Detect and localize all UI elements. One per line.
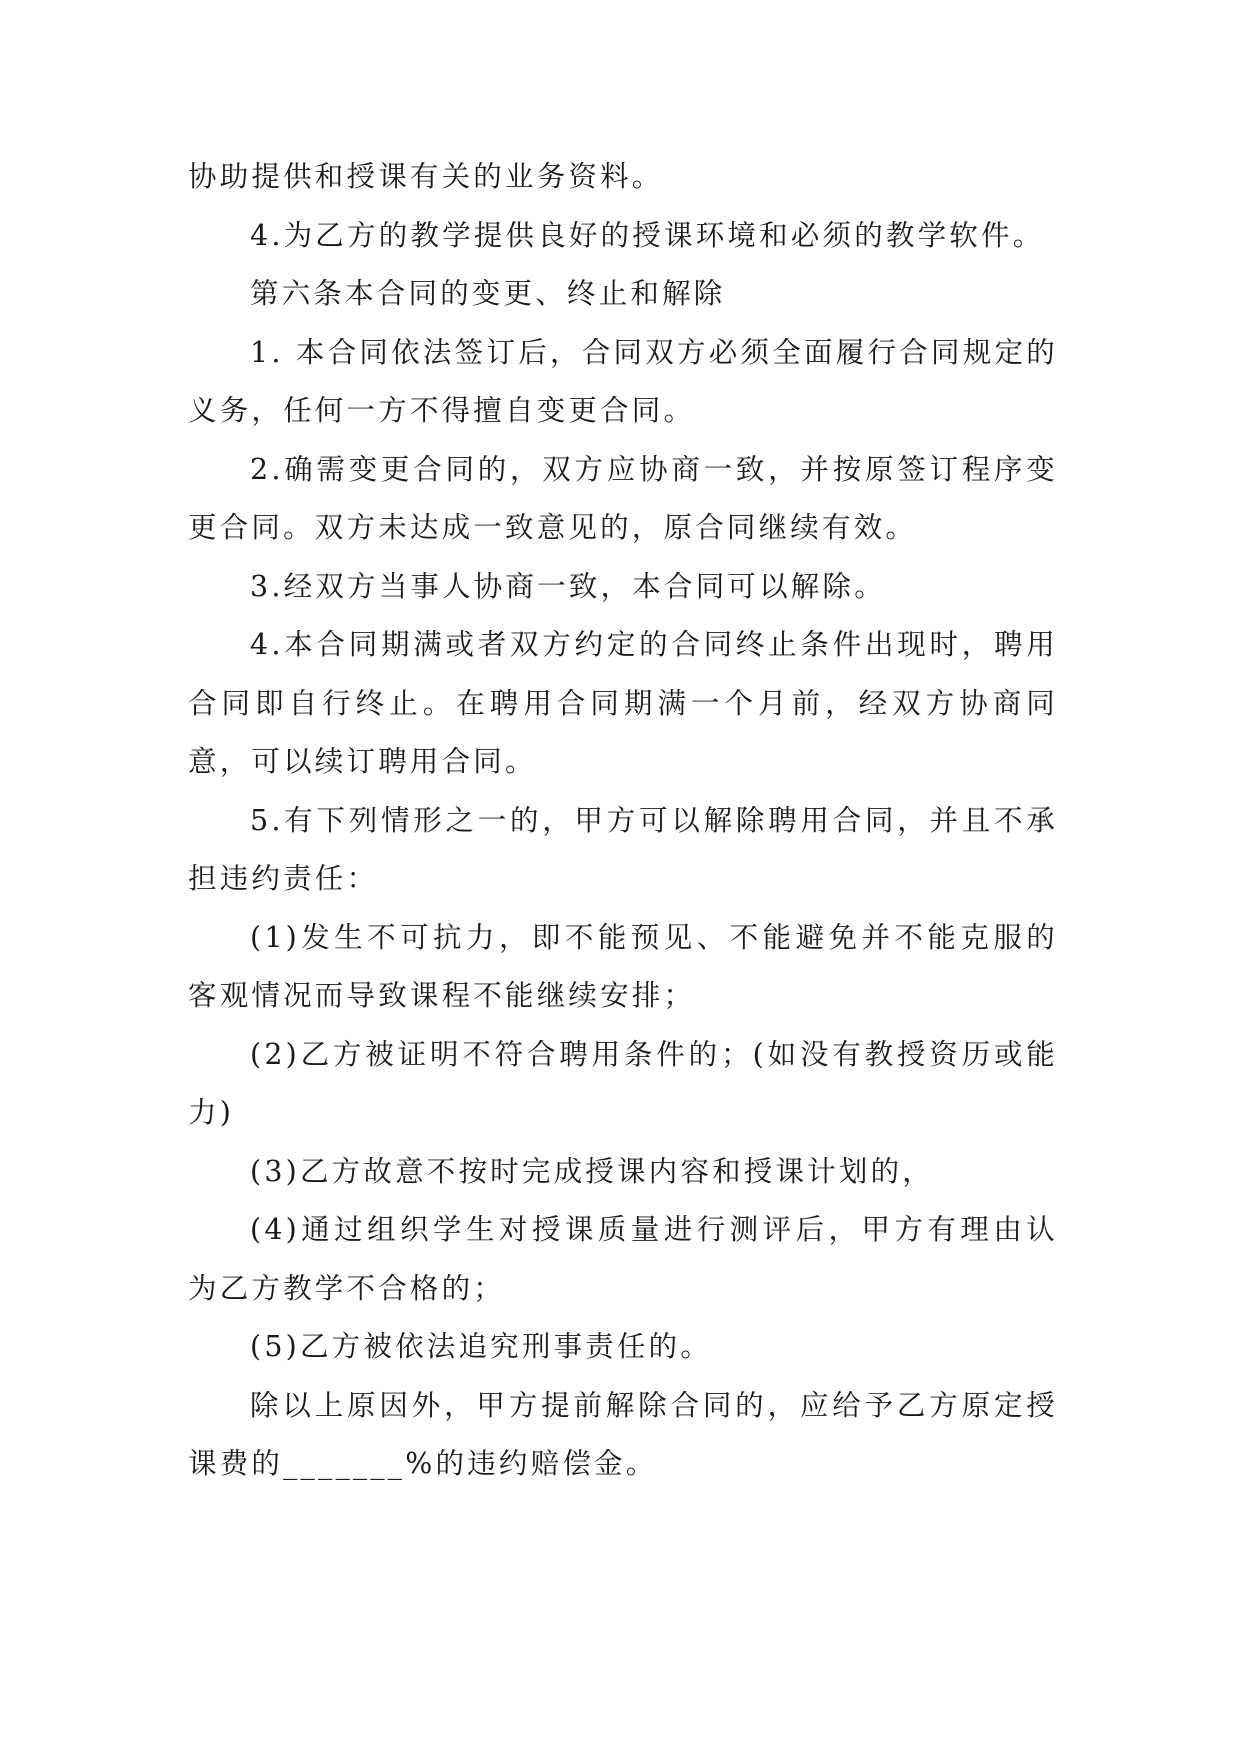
section-heading-article-6: 第六条本合同的变更、终止和解除: [250, 277, 726, 310]
document-body: [188, 148, 1058, 1494]
paragraph-item-4: 4.本合同期满或者双方约定的合同终止条件出现时，聘用合同即自行终止。在聘用合同期满一个月前，经双方协商同意，可以续订聘用合同。: [188, 628, 1058, 778]
sub-item-5: (5)乙方被依法追究刑事责任的。: [250, 1330, 713, 1363]
paragraph-item-4-environment: 4.为乙方的教学提供良好的授课环境和必须的教学软件。: [250, 218, 1045, 252]
paragraph-item-1: 1. 本合同依法签订后，合同双方必须全面履行合同规定的义务，任何一方不得擅自变更合同。: [188, 335, 1058, 427]
paragraph-item-5: 5.有下列情形之一的，甲方可以解除聘用合同，并且不承担违约责任：: [188, 803, 1058, 895]
paragraph-materials: 协助提供和授课有关的业务资料。: [188, 160, 664, 193]
paragraph-item-2: 2.确需变更合同的，双方应协商一致，并按原签订程序变更合同。双方未达成一致意见的，原合同继续有效。: [188, 452, 1058, 544]
sub-item-3: (3)乙方故意不按时完成授课内容和授课计划的，: [250, 1154, 934, 1188]
paragraph-item-3: 3.经双方当事人协商一致，本合同可以解除。: [250, 569, 886, 603]
sub-item-1: (1)发生不可抗力，即不能预见、不能避免并不能克服的客观情况而导致课程不能继续安排；: [188, 920, 1058, 1012]
sub-item-4: (4)通过组织学生对授课质量进行测评后，甲方有理由认为乙方教学不合格的；: [188, 1213, 1058, 1305]
sub-item-2: (2)乙方被证明不符合聘用条件的；(如没有教授资历或能力): [188, 1037, 1058, 1129]
paragraph-compensation: 除以上原因外，甲方提前解除合同的，应给予乙方原定授课费的_______%的违约赔偿金。: [188, 1388, 1058, 1480]
